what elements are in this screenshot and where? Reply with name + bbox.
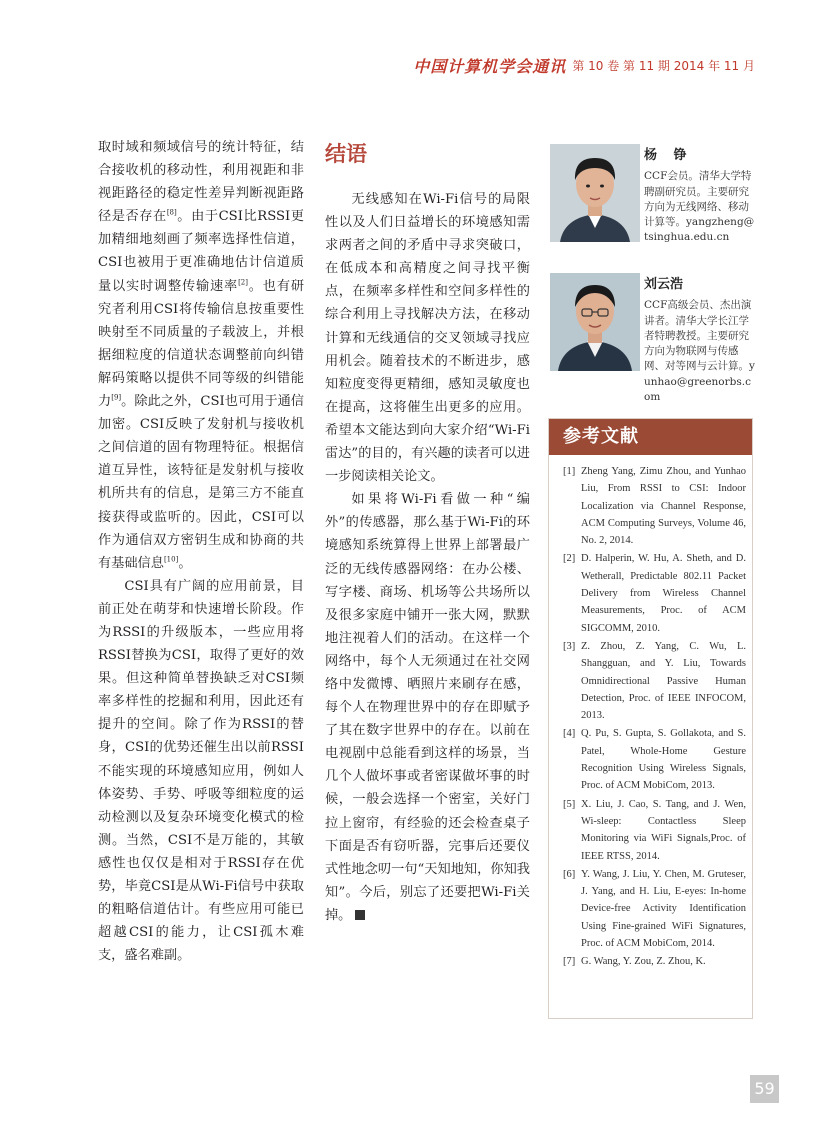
section-title: 结语 [325,142,367,166]
text-span: 。由于CSI比RSSI更加精细地刻画了频率选择性信道，CSI也被用于更准确地估计信道质量以实时调整传输速率 [98,209,304,294]
paragraph [98,136,304,575]
reference-number: [5] [563,798,576,810]
reference-number: [3] [563,640,576,652]
paragraph: CSI具有广阔的应用前景，目前正处在萌芽和快速增长阶段。作为RSSI的升级版本，一些应用将RSSI替换为CSI，取得了更好的效果。但这种简单替换缺乏对CSI频率多样性的挖掘和利用，因此还有提升的空间。除了作为RSSI的替身，CSI的优势还催生出以前RSSI不能实现的环境感知应用，例如人体姿势、手势、呼吸等细粒度的运动检测以及复杂环境变化模式的检测。当然，CSI不是万能的，其敏感性也仅仅是相对于RSSI存在优势，毕竟CSI是从Wi-Fi信号中获取的粗略信道估计。有些应用可能已超越CSI的能力，让CSI孤木难支，盛名难副。 [98,578,304,964]
references-title: 参考文献 [549,419,752,455]
citation: [9] [111,393,122,402]
references-list [549,455,752,971]
reference-item [563,953,746,970]
author-bio: CCF会员。清华大学特聘副研究员。主要研究方向为无线网络、移动计算等。yangzheng@tsinghua.edu.cn [644,170,755,244]
reference-text: X. Liu, J. Cao, S. Tang, and J. Wen, Wi-sleep: Contactless Sleep Monitoring via WiFi Signals,Proc. of IEEE RTSS, 2014. [581,798,746,862]
reference-text: Y. Wang, J. Liu, Y. Chen, M. Gruteser, J. Yang, and H. Liu, E-eyes: In-home Device-free Activity Identification Using Fine-grained WiFi Signatures, Proc. of ACM MobiCom, 2014. [581,868,746,950]
paragraph [325,488,530,927]
paragraph: 无线感知在Wi-Fi信号的局限性以及人们日益增长的环境感知需求两者之间的矛盾中寻求突破口，在低成本和高精度之间寻找平衡点，在频率多样性和空间多样性的综合利用上寻找解决方法，在移动计算和无线通信的交叉领域寻找应用机会。随着技术的不断进步，感知粒度变得更精细，感知灵敏度也在提高，这将催生出更多的应用。希望本文能达到向大家介绍“Wi-Fi雷达”的目的，有兴趣的读者可以进一步阅读相关论文。 [325,192,530,485]
text-span: 。除此之外，CSI也可用于通信加密。CSI反映了发射机与接收机之间信道的固有物理特征。根据信道互异性，该特征是发射机与接收机所共有的信息，是第三方不能直接获得或监听的。因此，CSI可以作为通信双方密钥生成和协商的共有基础信息 [98,394,304,571]
reference-item [563,725,746,794]
author-photo [550,273,640,371]
text-span: 如果将Wi-Fi看做一种“编外”的传感器，那么基于Wi-Fi的环境感知系统算得上世界上部署最广泛的无线传感器网络：在办公楼、写字楼、商场、机场等公共场所以及很多家庭中铺开一张大网，默默地注视着人们的活动。在这样一个网络中，每个人无须通过在社交网络中发微博、晒照片来刷存在感，每个人在物理世界中的存在即赋予了其在数字世界中的存在。以前在电视剧中总能看到这样的场景，当几个人做坏事或者密谋做坏事的时候，一般会选择一个密室，关好门拉上窗帘，有经验的还会检查桌子下面是否有窃听器，完事后还要仪式性地念叨一句“天知地知，你知我知”。今后，别忘了还要把Wi-Fi关掉。 [325,492,530,923]
reference-item [563,796,746,865]
body-column-1 [98,136,304,967]
reference-item [563,463,746,549]
reference-number: [2] [563,553,576,565]
reference-item [563,638,746,724]
citation: [8] [166,208,177,217]
reference-text: Q. Pu, S. Gupta, S. Gollakota, and S. Patel, Whole-Home Gesture Recognition Using Wireless Signals, Proc. of ACM MobiCom, 2013. [581,728,746,792]
author-name: 刘云浩 [644,277,684,292]
reference-number: [4] [563,728,576,740]
author-card [550,144,756,264]
reference-number: [7] [563,956,576,968]
reference-text: D. Halperin, W. Hu, A. Sheth, and D. Wetherall, Predictable 802.11 Packet Delivery from Wireless Channel Measurements, Proc. of ACM SIGCOMM, 2010. [581,553,746,634]
reference-number: [6] [563,868,576,880]
author-bio: CCF高级会员、杰出演讲者。清华大学长江学者特聘教授。主要研究方向为物联网与传感网、对等网与云计算。yunhao@greenorbs.com [644,299,755,404]
page-number: 59 [750,1075,779,1103]
reference-text: G. Wang, Y. Zou, Z. Zhou, K. [581,956,706,968]
citation: [2] [238,278,248,287]
author-info [644,273,756,405]
author-card [550,273,756,403]
author-name: 杨 铮 [644,148,693,163]
text-span: 。也有研究者利用CSI将传输信息按重要性映射至不同质量的子载波上，并根据细粒度的信道状态调整前向纠错解码策略以提供不同等级的纠错能力 [98,278,305,410]
page-header [413,54,755,76]
body-column-2 [325,136,530,927]
author-info [644,144,756,246]
reference-text: Zheng Yang, Zimu Zhou, and Yunhao Liu, From RSSI to CSI: Indoor Localization via Channel Response, ACM Computing Surveys, Volume 46, No. 2, 2014. [581,466,746,547]
text-span: 取时域和频域信号的统计特征，结合接收机的移动性，利用视距和非视距路径的稳定性差异判断视距路径是否存在 [98,140,304,225]
text-span: 。 [178,555,192,571]
citation: [10] [163,555,179,564]
end-mark-icon [355,910,365,920]
reference-text: Z. Zhou, Z. Yang, C. Wu, L. Shangguan, and Y. Liu, Towards Omnidirectional Passive Human Detection, Proc. of IEEE INFOCOM, 2013. [581,640,746,722]
reference-item [563,550,746,636]
issue-info: 第 10 卷 第 11 期 2014 年 11 月 [572,58,755,73]
references-box [548,418,753,1019]
reference-number: [1] [563,466,576,477]
reference-item [563,866,746,952]
author-photo [550,144,640,242]
magazine-title: 中国计算机学会通讯 [413,56,567,76]
